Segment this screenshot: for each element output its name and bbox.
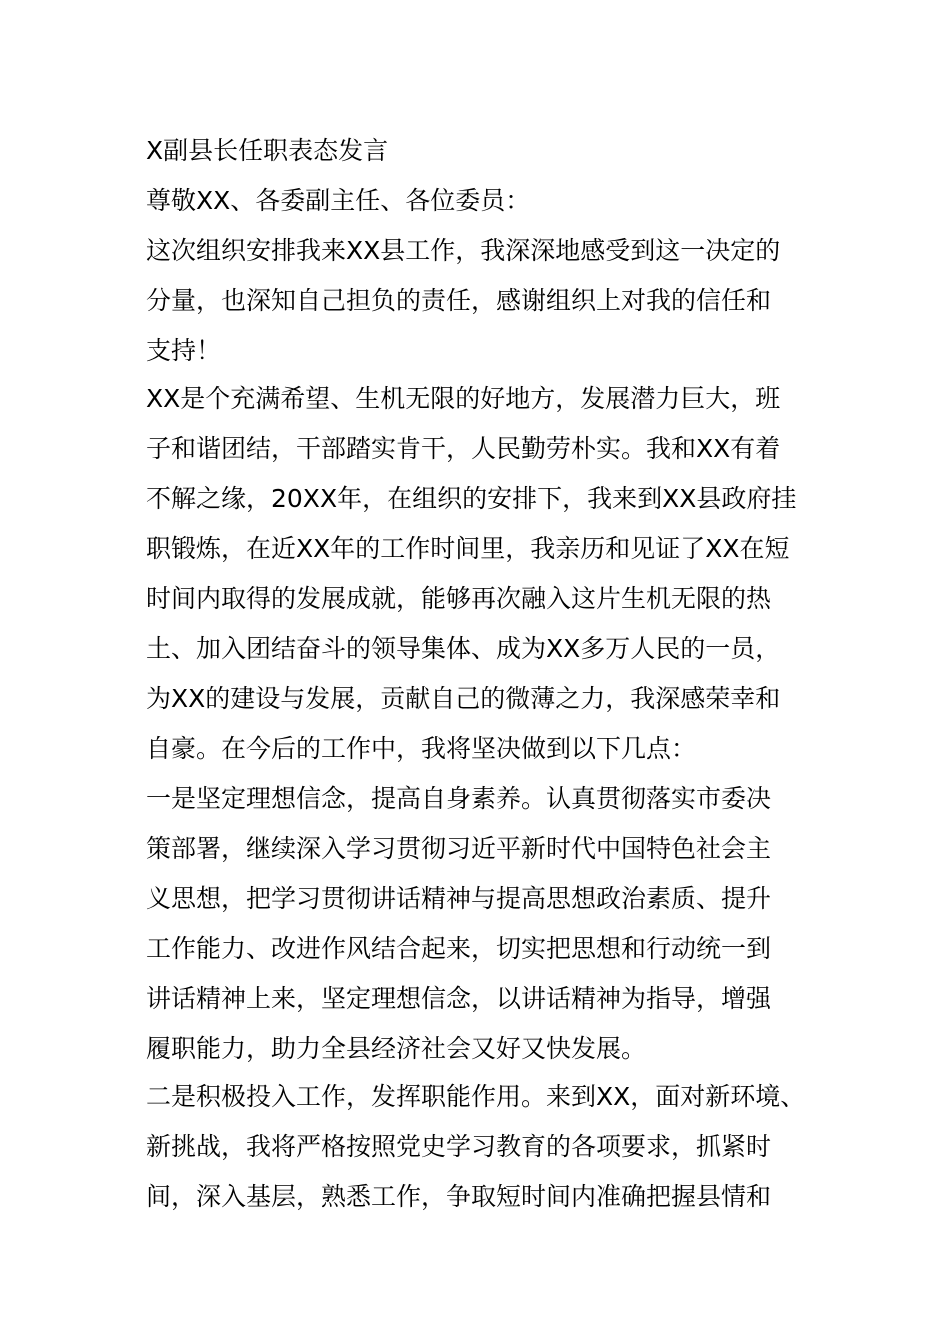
- body-line: 履职能力，助力全县经济社会又好又快发展。: [146, 1034, 647, 1063]
- body-line: 这次组织安排我来XX县工作，我深深地感受到这一决定的: [146, 236, 781, 265]
- body-line: 工作能力、改进作风结合起来，切实把思想和行动统一到: [146, 934, 772, 963]
- body-line: 为XX的建设与发展，贡献自己的微薄之力，我深感荣幸和: [146, 684, 781, 713]
- body-line: 义思想，把学习贯彻讲话精神与提高思想政治素质、提升: [146, 884, 772, 913]
- body-line: 支持！: [146, 336, 222, 365]
- body-line: XX是个充满希望、生机无限的好地方，发展潜力巨大，班: [146, 384, 781, 413]
- body-line: 职锻炼，在近XX年的工作时间里，我亲历和见证了XX在短: [146, 534, 790, 563]
- body-line: 分量，也深知自己担负的责任，感谢组织上对我的信任和: [146, 286, 772, 315]
- body-line: 间，深入基层，熟悉工作，争取短时间内准确把握县情和: [146, 1182, 772, 1211]
- body-line: 子和谐团结，干部踏实肯干，人民勤劳朴实。我和XX有着: [146, 434, 781, 463]
- body-line: 不解之缘，20XX年，在组织的安排下，我来到XX县政府挂: [146, 484, 797, 513]
- body-line: 新挑战，我将严格按照党史学习教育的各项要求，抓紧时: [146, 1132, 772, 1161]
- body-line: 讲话精神上来，坚定理想信念，以讲话精神为指导，增强: [146, 984, 772, 1013]
- body-line: 策部署，继续深入学习贯彻习近平新时代中国特色社会主: [146, 834, 772, 863]
- body-line: 时间内取得的发展成就，能够再次融入这片生机无限的热: [146, 584, 772, 613]
- body-line: 自豪。在今后的工作中，我将坚决做到以下几点：: [146, 734, 697, 763]
- body-line: 一是坚定理想信念，提高自身素养。认真贯彻落实市委决: [146, 784, 772, 813]
- document-title: X副县长任职表态发言: [146, 136, 389, 165]
- salutation: 尊敬XX、各委副主任、各位委员：: [146, 186, 531, 215]
- body-line: 土、加入团结奋斗的领导集体、成为XX多万人民的一员，: [146, 634, 781, 663]
- body-line: 二是积极投入工作，发挥职能作用。来到XX，面对新环境、: [146, 1082, 806, 1111]
